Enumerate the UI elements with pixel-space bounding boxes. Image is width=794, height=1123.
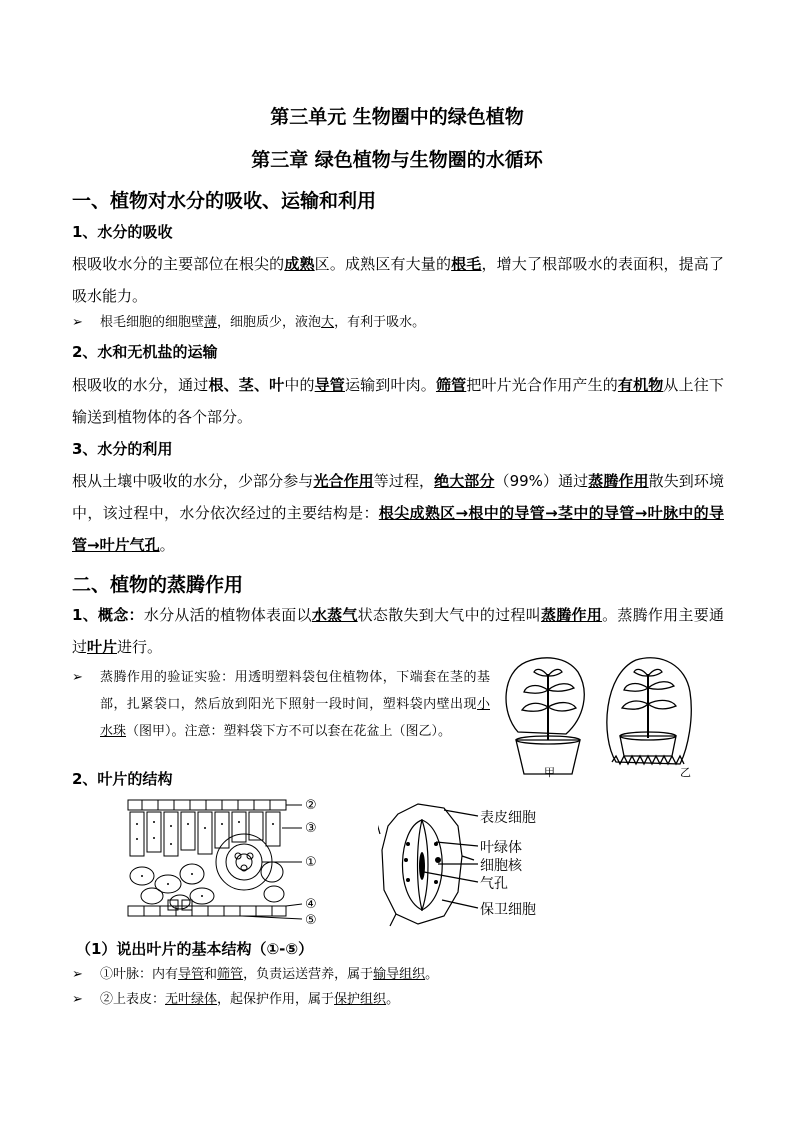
s1-paragraph: 根吸收水分的主要部位在根尖的成熟区。成熟区有大量的根毛，增大了根部吸水的表面积，提高了吸水能力。 xyxy=(72,255,724,305)
bag-a xyxy=(506,658,584,734)
s1-bullet: ➢ 根毛细胞的细胞壁薄，细胞质少，液泡大，有利于吸水。 xyxy=(72,309,425,336)
section2-heading: 二、植物的蒸腾作用 xyxy=(72,574,244,596)
unit-title: 第三单元 生物圈中的绿色植物 xyxy=(270,106,524,128)
stoma-label-stoma: 气孔 xyxy=(480,876,508,892)
stoma-figure xyxy=(378,800,546,928)
arrow-bullet-icon: ➢ xyxy=(72,670,83,685)
leaf-question-heading: （1）说出叶片的基本结构（①-⑤） xyxy=(76,940,314,958)
plant-bag-figure xyxy=(496,652,710,780)
s2-paragraph: 根吸收的水分，通过根、茎、叶中的导管运输到叶肉。筛管把叶片光合作用产生的有机物从上往下输送到植物体的各个部分。 xyxy=(72,376,724,426)
chapter-title: 第三章 绿色植物与生物圈的水循环 xyxy=(251,149,543,171)
leaf-label-1: ① xyxy=(305,855,317,870)
fig-label-a: 甲 xyxy=(544,766,555,779)
arrow-bullet-icon: ➢ xyxy=(72,315,83,330)
leaf-label-2: ② xyxy=(305,798,317,813)
leaf-label-5: ⑤ xyxy=(305,913,317,928)
experiment-bullet: ➢ 蒸腾作用的验证实验：用透明塑料袋包住植物体，下端套在茎的基部，扎紧袋口，然后放到阳光下照射一段时间，塑料袋内壁出现小水珠（图甲）。注意：塑料袋下方不可以套在花盆上（图乙）。 xyxy=(72,664,490,745)
stoma-label-epidermis: 表皮细胞 xyxy=(480,810,536,826)
leaf-structure-heading: 2、叶片的结构 xyxy=(72,770,173,788)
leaf-label-3: ③ xyxy=(305,821,317,836)
fig-label-b: 乙 xyxy=(680,766,691,779)
stoma-label-guard-cell: 保卫细胞 xyxy=(480,902,536,918)
stoma-label-chloroplast: 叶绿体 xyxy=(480,840,522,856)
stoma-label-nucleus: 细胞核 xyxy=(480,858,522,874)
leaf-cross-section-figure xyxy=(122,794,332,928)
s3-heading: 3、水分的利用 xyxy=(72,440,173,458)
section1-heading: 一、植物对水分的吸收、运输和利用 xyxy=(72,190,377,212)
s3-paragraph: 根从土壤中吸收的水分，少部分参与光合作用等过程，绝大部分（99%）通过蒸腾作用散失到环境中，该过程中，水分依次经过的主要结构是：根尖成熟区→根中的导管→茎中的导管→叶脉中的导管→叶片气孔。 xyxy=(72,472,724,554)
arrow-bullet-icon: ➢ xyxy=(72,992,83,1007)
s2-heading: 2、水和无机盐的运输 xyxy=(72,343,218,361)
s1-heading: 1、水分的吸收 xyxy=(72,223,173,241)
epidermis-bullet: ➢ ②上表皮：无叶绿体，起保护作用，属于保护组织。 xyxy=(72,986,399,1013)
arrow-bullet-icon: ➢ xyxy=(72,967,83,982)
vein-bullet: ➢ ①叶脉：内有导管和筛管，负责运送营养，属于输导组织。 xyxy=(72,961,438,988)
concept-paragraph: 1、概念：水分从活的植物体表面以水蒸气状态散失到大气中的过程叫蒸腾作用。蒸腾作用主要通过叶片进行。 xyxy=(72,606,724,656)
leaf-label-4: ④ xyxy=(305,897,317,912)
